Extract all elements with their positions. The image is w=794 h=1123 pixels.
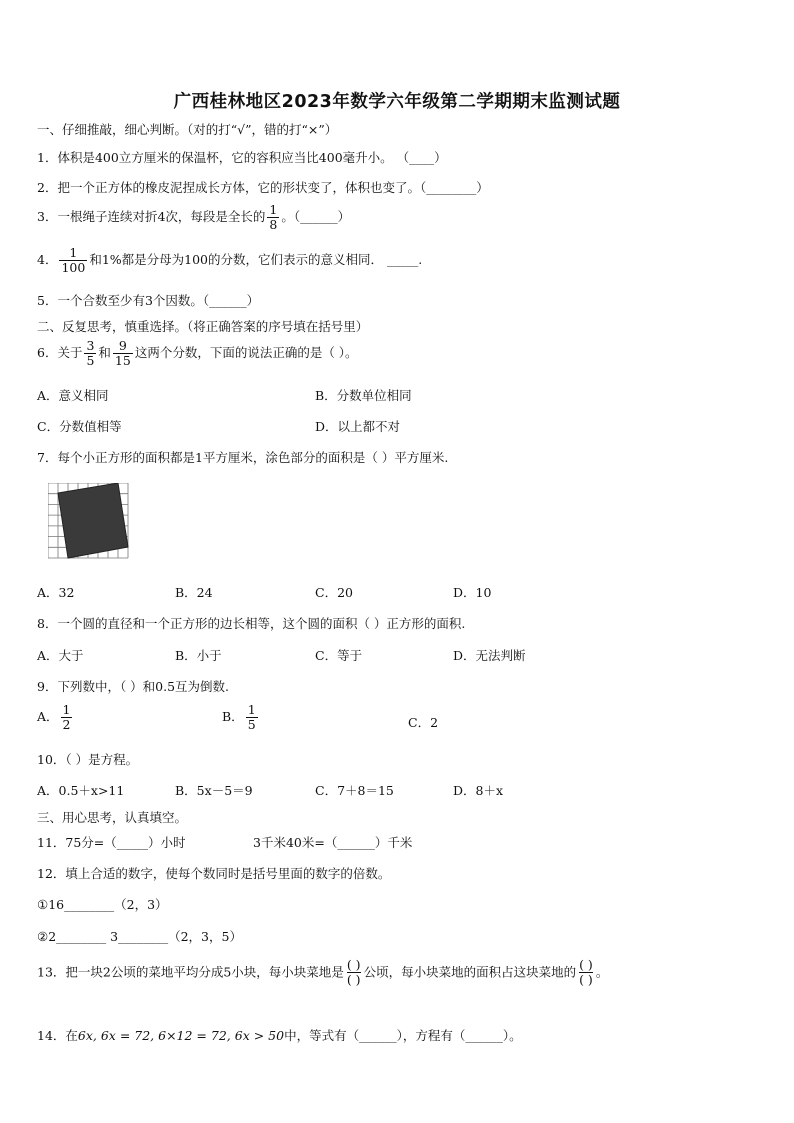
option-6a: A．意义相同 bbox=[37, 388, 109, 403]
option-6c: C．分数值相等 bbox=[37, 419, 122, 434]
question-1: 1．体积是400立方厘米的保温杯，它的容积应当比400毫升小。 （____） bbox=[37, 150, 447, 165]
grid-figure bbox=[48, 483, 130, 559]
option-8b: B．小于 bbox=[175, 648, 222, 663]
question-4: 4． $\frac{1}{100}$ 和1%都是分母为100的分数，它们表示的意义相同． _____. bbox=[37, 245, 423, 275]
fraction-one-half: $\frac{1}{2}$ bbox=[62, 702, 71, 732]
question-10: 10．（ ）是方程。 bbox=[37, 752, 139, 767]
option-8d: D．无法判断 bbox=[453, 648, 526, 663]
page-title: 广西桂林地区2023年数学六年级第二学期期末监测试题 bbox=[173, 92, 621, 112]
option-10d: D．8＋x bbox=[453, 783, 504, 798]
option-10c: C．7＋8＝15 bbox=[315, 783, 394, 798]
blank-fraction-1: ( ) ( ) bbox=[346, 957, 361, 988]
option-6b: B．分数单位相同 bbox=[315, 388, 412, 403]
question-13: 13．把一块2公顷的菜地平均分成5小块，每小块菜地是 ( ) ( ) 公顷，每小块菜地的面积占这块菜地的 ( ) ( ) 。 bbox=[37, 957, 609, 988]
question-12-part2: ②2________ 3________（2，3，5） bbox=[37, 929, 242, 944]
option-6d: D．以上都不对 bbox=[315, 419, 401, 434]
option-10a: A．0.5＋x>11 bbox=[37, 783, 125, 798]
question-3-text: 3．一根绳子连续对折4次，每段是全长的 bbox=[37, 208, 266, 224]
question-11b: 3千米40米=（______）千米 bbox=[253, 835, 413, 850]
question-11a: 11．75分=（_____）小时 bbox=[37, 835, 186, 850]
shaded-square bbox=[58, 483, 128, 558]
fraction-one-eighth: $\frac{1}{8}$ bbox=[269, 202, 278, 232]
fraction-three-fifths: $\frac{3}{5}$ bbox=[86, 338, 95, 368]
question-3: 3．一根绳子连续对折4次，每段是全长的 $\frac{1}{8}$ 。（______） bbox=[37, 202, 351, 232]
question-7: 7．每个小正方形的面积都是1平方厘米，涂色部分的面积是（ ）平方厘米. bbox=[37, 450, 449, 465]
question-14: 14．在6x, 6x = 72, 6×12 = 72, 6x > 50中，等式有（______），方程有（______）。 bbox=[37, 1028, 522, 1043]
option-8a: A．大于 bbox=[37, 648, 84, 663]
option-9c: C．2 bbox=[408, 715, 439, 730]
fraction-one-hundredth: $\frac{1}{100}$ bbox=[61, 245, 86, 275]
fraction-one-fifth: $\frac{1}{5}$ bbox=[247, 702, 256, 732]
question-9: 9．下列数中，（ ）和0.5互为倒数. bbox=[37, 679, 230, 694]
section-2-heading: 二、反复思考，慎重选择。（将正确答案的序号填在括号里） bbox=[37, 319, 369, 334]
fraction-nine-fifteenths: $\frac{9}{15}$ bbox=[114, 338, 131, 368]
section-1-heading: 一、仔细推敲，细心判断。（对的打“√”，错的打“×”） bbox=[37, 122, 338, 137]
question-12-part1: ①16________（2，3） bbox=[37, 897, 168, 912]
question-5: 5．一个合数至少有3个因数。（______） bbox=[37, 293, 260, 308]
option-7c: C．20 bbox=[315, 585, 353, 600]
option-7a: A．32 bbox=[37, 585, 75, 600]
blank-fraction-2: ( ) ( ) bbox=[579, 957, 593, 988]
option-7d: D．10 bbox=[453, 585, 492, 600]
section-3-heading: 三、用心思考，认真填空。 bbox=[37, 810, 188, 825]
question-6: 6．关于 $\frac{3}{5}$ 和 $\frac{9}{15}$ 这两个分数，下面的说法正确的是（ ）。 bbox=[37, 338, 358, 368]
question-2: 2．把一个正方体的橡皮泥捏成长方体，它的形状变了，体积也变了。（________） bbox=[37, 180, 489, 195]
math-expressions: 6x, 6x = 72, 6×12 = 72, 6x > 50 bbox=[77, 1028, 285, 1043]
option-7b: B．24 bbox=[175, 585, 213, 600]
option-9a: A． $\frac{1}{2}$ bbox=[37, 702, 71, 732]
option-9b: B． $\frac{1}{5}$ bbox=[222, 702, 256, 732]
option-8c: C．等于 bbox=[315, 648, 363, 663]
question-12: 12．填上合适的数字，使每个数同时是括号里面的数字的倍数。 bbox=[37, 866, 391, 881]
option-10b: B．5x－5＝9 bbox=[175, 783, 253, 798]
question-8: 8．一个圆的直径和一个正方形的边长相等，这个圆的面积（ ）正方形的面积. bbox=[37, 616, 466, 631]
